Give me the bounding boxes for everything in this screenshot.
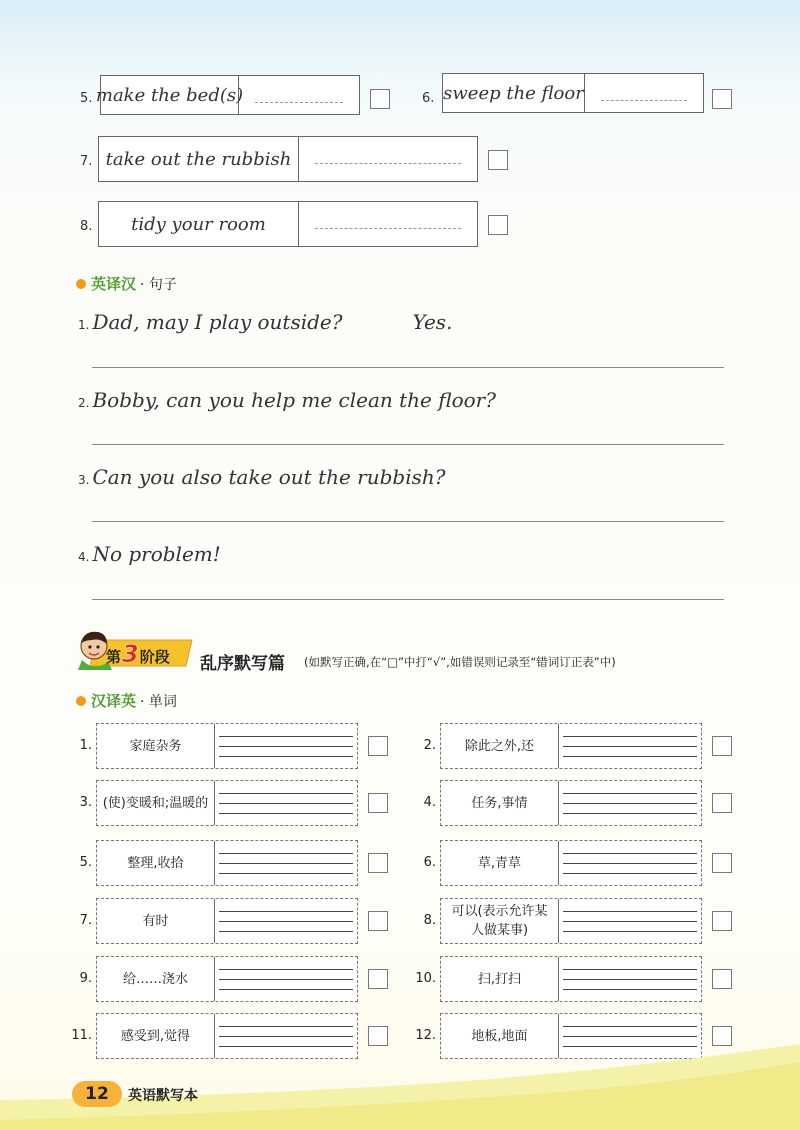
checkbox[interactable] <box>712 793 732 813</box>
section-title-vocab <box>76 690 177 711</box>
vocab-chinese: 扫,打扫 <box>441 957 559 1001</box>
item-number: 8. <box>80 219 93 234</box>
vocab-answer-lines[interactable] <box>215 957 357 1001</box>
vocab-number: 10. <box>415 971 436 986</box>
stage-title: 乱序默写篇 <box>200 654 285 674</box>
answer-line[interactable] <box>299 137 477 181</box>
sentence-number: 3. <box>78 473 90 487</box>
checkbox[interactable] <box>370 89 390 109</box>
writing-line <box>219 1036 353 1037</box>
vocab-answer-lines[interactable] <box>559 957 701 1001</box>
vocab-answer-lines[interactable] <box>559 724 701 768</box>
vocab-cell <box>440 956 702 1002</box>
checkbox[interactable] <box>368 793 388 813</box>
vocab-number: 2. <box>423 738 436 753</box>
writing-line <box>219 853 353 854</box>
vocab-number: 9. <box>79 971 92 986</box>
checkbox[interactable] <box>712 969 732 989</box>
vocab-chinese: (使)变暖和;温暖的 <box>97 781 215 825</box>
writing-line <box>219 863 353 864</box>
writing-line <box>219 969 353 970</box>
sentence-1 <box>78 310 452 334</box>
book-title: 英语默写本 <box>128 1088 198 1104</box>
vocab-chinese: 草,青草 <box>441 841 559 885</box>
writing-line <box>563 803 697 804</box>
checkbox[interactable] <box>712 89 732 109</box>
vocab-cell <box>96 898 358 944</box>
sentence-text: Bobby, can you help me clean the floor? <box>92 388 496 412</box>
writing-line <box>219 921 353 922</box>
answer-line[interactable] <box>239 76 359 114</box>
vocab-number: 4. <box>423 795 436 810</box>
writing-line <box>563 736 697 737</box>
vocab-answer-lines[interactable] <box>559 841 701 885</box>
stage-instruction: (如默写正确,在“□”中打“√”,如错误则记录至“错词订正表”中) <box>304 655 616 669</box>
writing-line <box>219 746 353 747</box>
writing-line <box>219 911 353 912</box>
section-heading: 英译汉 <box>91 275 137 293</box>
bullet-dot-icon <box>76 279 86 289</box>
writing-line <box>219 756 353 757</box>
vocab-chinese: 家庭杂务 <box>97 724 215 768</box>
answer-rule[interactable] <box>92 444 724 445</box>
phrase-text: sweep the floor <box>443 74 585 112</box>
writing-line <box>219 1026 353 1027</box>
word-box <box>442 73 704 113</box>
vocab-chinese: 有时 <box>97 899 215 943</box>
writing-line <box>563 853 697 854</box>
vocab-cell <box>440 898 702 944</box>
writing-line <box>563 756 697 757</box>
vocab-chinese: 感受到,觉得 <box>97 1014 215 1058</box>
vocab-chinese: 任务,事情 <box>441 781 559 825</box>
phrase-text: make the bed(s) <box>101 76 239 114</box>
item-number: 6. <box>422 91 435 106</box>
vocab-chinese: 地板,地面 <box>441 1014 559 1058</box>
section-subheading: · 单词 <box>140 693 177 710</box>
checkbox[interactable] <box>368 736 388 756</box>
vocab-number: 1. <box>79 738 92 753</box>
writing-line <box>563 921 697 922</box>
phrase-text: take out the rubbish <box>99 137 299 181</box>
checkbox[interactable] <box>712 736 732 756</box>
vocab-chinese: 整理,收拾 <box>97 841 215 885</box>
vocab-answer-lines[interactable] <box>215 724 357 768</box>
writing-line <box>563 1026 697 1027</box>
vocab-number: 6. <box>423 855 436 870</box>
answer-line[interactable] <box>299 202 477 246</box>
checkbox[interactable] <box>712 853 732 873</box>
checkbox[interactable] <box>712 911 732 931</box>
answer-rule[interactable] <box>92 367 724 368</box>
sentence-2 <box>78 388 496 412</box>
vocab-number: 7. <box>79 913 92 928</box>
vocab-cell <box>96 780 358 826</box>
word-box <box>98 201 478 247</box>
vocab-answer-lines[interactable] <box>215 899 357 943</box>
vocab-number: 12. <box>415 1028 436 1043</box>
phrase-text: tidy your room <box>99 202 299 246</box>
bullet-dot-icon <box>76 696 86 706</box>
word-box <box>95 75 360 115</box>
item-number: 5. <box>80 91 93 106</box>
writing-line <box>219 931 353 932</box>
vocab-chinese: 可以(表示允许某人做某事) <box>441 899 559 943</box>
word-box <box>98 136 478 182</box>
vocab-number: 11. <box>71 1028 92 1043</box>
section-subheading: · 句子 <box>140 276 177 293</box>
section-title-sentences <box>76 273 177 294</box>
sentence-text: No problem! <box>92 542 221 566</box>
vocab-cell <box>96 956 358 1002</box>
writing-line <box>563 979 697 980</box>
sentence-number: 2. <box>78 396 90 410</box>
vocab-chinese: 给……浇水 <box>97 957 215 1001</box>
writing-line <box>563 989 697 990</box>
stage-number: 3 <box>122 640 139 668</box>
writing-line <box>219 813 353 814</box>
stage-suffix: 阶段 <box>139 648 170 666</box>
answer-rule[interactable] <box>92 599 724 600</box>
answer-rule[interactable] <box>92 521 724 522</box>
stage-prefix: 第 <box>106 648 122 666</box>
writing-line <box>563 931 697 932</box>
answer-line[interactable] <box>585 74 703 112</box>
section-heading: 汉译英 <box>91 692 137 710</box>
sentence-3 <box>78 465 446 489</box>
checkbox[interactable] <box>368 969 388 989</box>
writing-line <box>219 793 353 794</box>
vocab-cell <box>440 780 702 826</box>
checkbox[interactable] <box>488 215 508 235</box>
page-number: 12 <box>72 1081 122 1107</box>
sentence-text: Dad, may I play outside? <box>92 310 343 334</box>
item-number: 7. <box>80 154 93 169</box>
writing-line <box>563 813 697 814</box>
writing-line <box>563 746 697 747</box>
sentence-number: 1. <box>78 318 90 332</box>
writing-line <box>219 803 353 804</box>
stage-banner <box>74 626 194 670</box>
sentence-number: 4. <box>78 550 90 564</box>
vocab-cell <box>96 840 358 886</box>
writing-line <box>219 873 353 874</box>
vocab-answer-lines[interactable] <box>559 899 701 943</box>
writing-line <box>219 979 353 980</box>
vocab-chinese: 除此之外,还 <box>441 724 559 768</box>
footer-decoration <box>0 1040 800 1130</box>
writing-line <box>563 873 697 874</box>
checkbox[interactable] <box>488 150 508 170</box>
checkbox[interactable] <box>368 853 388 873</box>
vocab-number: 8. <box>423 913 436 928</box>
vocab-cell <box>96 723 358 769</box>
writing-line <box>219 989 353 990</box>
writing-line <box>219 736 353 737</box>
vocab-answer-lines[interactable] <box>215 841 357 885</box>
sentence-extra: Yes. <box>412 310 453 334</box>
vocab-cell <box>440 840 702 886</box>
vocab-number: 5. <box>79 855 92 870</box>
checkbox[interactable] <box>368 911 388 931</box>
sentence-text: Can you also take out the rubbish? <box>92 465 446 489</box>
sentence-4 <box>78 542 221 566</box>
vocab-cell <box>440 723 702 769</box>
vocab-answer-lines[interactable] <box>559 781 701 825</box>
writing-line <box>563 1036 697 1037</box>
vocab-number: 3. <box>79 795 92 810</box>
writing-line <box>563 793 697 794</box>
vocab-answer-lines[interactable] <box>215 781 357 825</box>
writing-line <box>563 863 697 864</box>
writing-line <box>563 969 697 970</box>
writing-line <box>563 911 697 912</box>
